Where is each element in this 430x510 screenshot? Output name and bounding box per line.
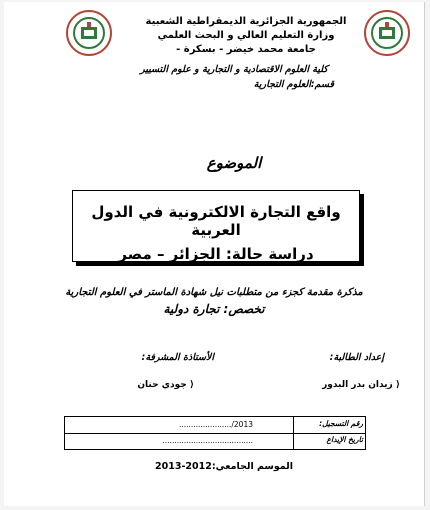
document-page <box>4 2 425 506</box>
department-heading: قسم:العلوم التجارية <box>253 79 334 90</box>
memo-description: مذكرة مقدمة كجزء من متطلبات نيل شهادة الماستر في العلوم التجارية <box>65 287 363 298</box>
university-heading: جامعة محمد خيضر - بسكرة - <box>176 44 316 55</box>
deposit-date-value: ...................................... <box>162 436 253 445</box>
bullet-arrow-icon: ⟨ <box>189 380 194 390</box>
specialization: تخصص: تجارة دولية <box>163 302 265 316</box>
university-logo-left <box>66 10 112 56</box>
thesis-title: واقع التجارة الالكترونية في الدول العربية <box>91 203 341 239</box>
registration-number-value: ....................../2013 <box>178 420 253 429</box>
student-name: ⟨ زيدان بدر البدور <box>322 380 400 390</box>
registration-box <box>64 416 366 450</box>
ministry-heading: وزارة التعليم العالي و البحث العلمي <box>157 30 335 41</box>
academic-year: الموسم الجامعي:2012-2013 <box>155 461 293 472</box>
title-box <box>72 190 360 262</box>
subject-label: الموضوع <box>206 154 262 172</box>
supervisor-name: ⟨ جودي حنان <box>137 380 194 390</box>
republic-heading: الجمهورية الجزائرية الديمقراطية الشعبية <box>145 16 347 27</box>
faculty-heading: كلية العلوم الاقتصادية و التجارية و علوم التسيير <box>140 64 328 75</box>
deposit-date-label: تاريخ الإيداع <box>326 435 363 444</box>
supervisor-label: الأستاذة المشرفة: <box>141 352 214 363</box>
registration-number-label: رقم التسجيل: <box>319 419 363 428</box>
registration-number-row <box>65 417 365 434</box>
thesis-case-study: دراسة حالة: الجزائر – مصر <box>118 245 314 263</box>
bullet-arrow-icon: ⟨ <box>395 380 400 390</box>
student-label: إعداد الطالبة: <box>329 352 384 363</box>
deposit-date-row <box>65 433 365 449</box>
